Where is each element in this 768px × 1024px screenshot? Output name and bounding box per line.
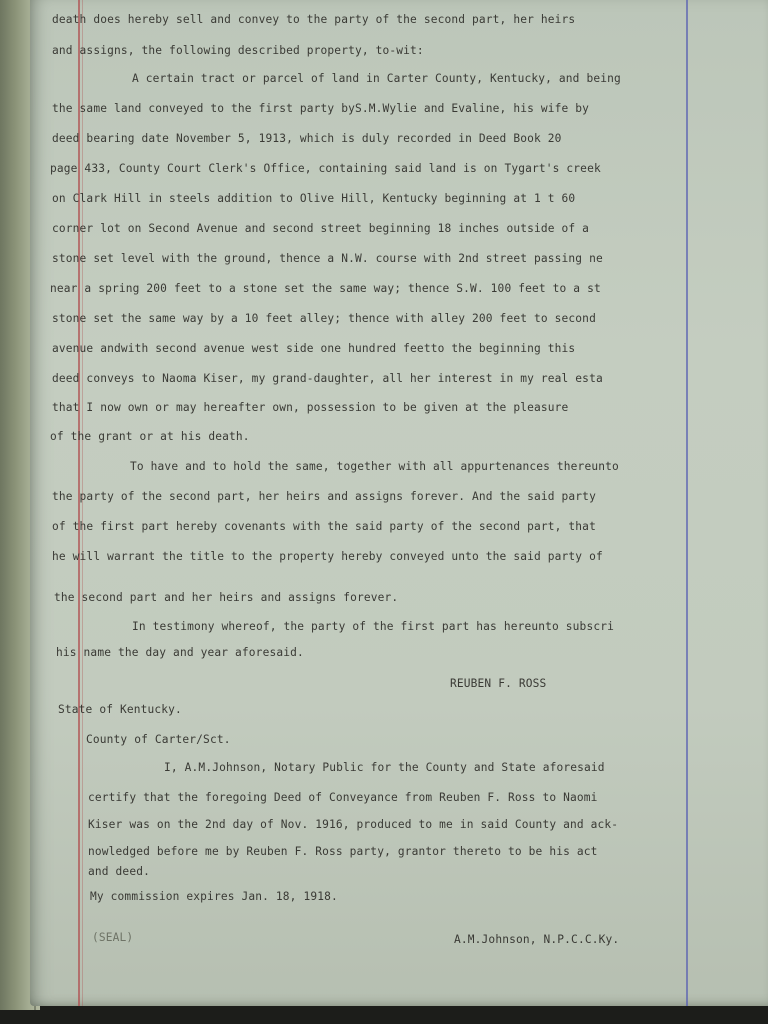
deed-line: A certain tract or parcel of land in Carter County, Kentucky, and being (132, 72, 621, 85)
deed-line: on Clark Hill in steels addition to Olive Hill, Kentucky beginning at 1 t 60 (52, 192, 576, 205)
deed-line: that I now own or may hereafter own, possession to be given at the pleasure (52, 401, 569, 414)
deed-line: In testimony whereof, the party of the first part has hereunto subscri (132, 620, 614, 633)
ack-county: County of Carter/Sct. (86, 733, 231, 746)
deed-line: the second part and her heirs and assigns forever. (54, 591, 399, 604)
deed-line: near a spring 200 feet to a stone set the same way; thence S.W. 100 feet to a st (50, 282, 601, 295)
grantor-signature: REUBEN F. ROSS (450, 677, 547, 690)
ack-line: nowledged before me by Reuben F. Ross party, grantor thereto to be his act (88, 845, 598, 858)
deed-line: deed conveys to Naoma Kiser, my grand-daughter, all her interest in my real esta (52, 372, 603, 385)
right-margin-rule (686, 0, 688, 1006)
deed-line: deed bearing date November 5, 1913, which is duly recorded in Deed Book 20 (52, 132, 562, 145)
deed-line: the same land conveyed to the first party byS.M.Wylie and Evaline, his wife by (52, 102, 590, 115)
deed-line: avenue andwith second avenue west side one hundred feetto the beginning this (52, 342, 576, 355)
ack-commission: My commission expires Jan. 18, 1918. (90, 890, 338, 903)
ack-line: I, A.M.Johnson, Notary Public for the County and State aforesaid (164, 761, 605, 774)
deed-line: stone set level with the ground, thence a N.W. course with 2nd street passing ne (52, 252, 603, 265)
ack-line: and deed. (88, 865, 150, 878)
left-margin-rule (78, 0, 80, 1006)
deed-line: stone set the same way by a 10 feet alley; thence with alley 200 feet to second (52, 312, 596, 325)
seal-mark: (SEAL) (92, 931, 134, 944)
ack-state: State of Kentucky. (58, 703, 182, 716)
deed-line: corner lot on Second Avenue and second street beginning 18 inches outside of a (52, 222, 590, 235)
ack-line: Kiser was on the 2nd day of Nov. 1916, produced to me in said County and ack- (88, 818, 619, 831)
notary-signature: A.M.Johnson, N.P.C.C.Ky. (454, 933, 620, 946)
left-margin-rule-secondary (82, 0, 83, 1006)
deed-line: To have and to hold the same, together with all appurtenances thereunto (130, 460, 619, 473)
ack-line: certify that the foregoing Deed of Conveyance from Reuben F. Ross to Naomi (88, 791, 598, 804)
deed-line: the party of the second part, her heirs and assigns forever. And the said party (52, 490, 596, 503)
deed-line: his name the day and year aforesaid. (56, 646, 304, 659)
deed-line: and assigns, the following described property, to-wit: (52, 44, 424, 57)
deed-line: page 433, County Court Clerk's Office, containing said land is on Tygart's creek (50, 162, 601, 175)
ledger-page (30, 0, 768, 1006)
deed-line: he will warrant the title to the property hereby conveyed unto the said party of (52, 550, 603, 563)
deed-line: of the first part hereby covenants with the said party of the second part, that (52, 520, 596, 533)
deed-line: death does hereby sell and convey to the party of the second part, her heirs (52, 13, 576, 26)
deed-line: of the grant or at his death. (50, 430, 250, 443)
